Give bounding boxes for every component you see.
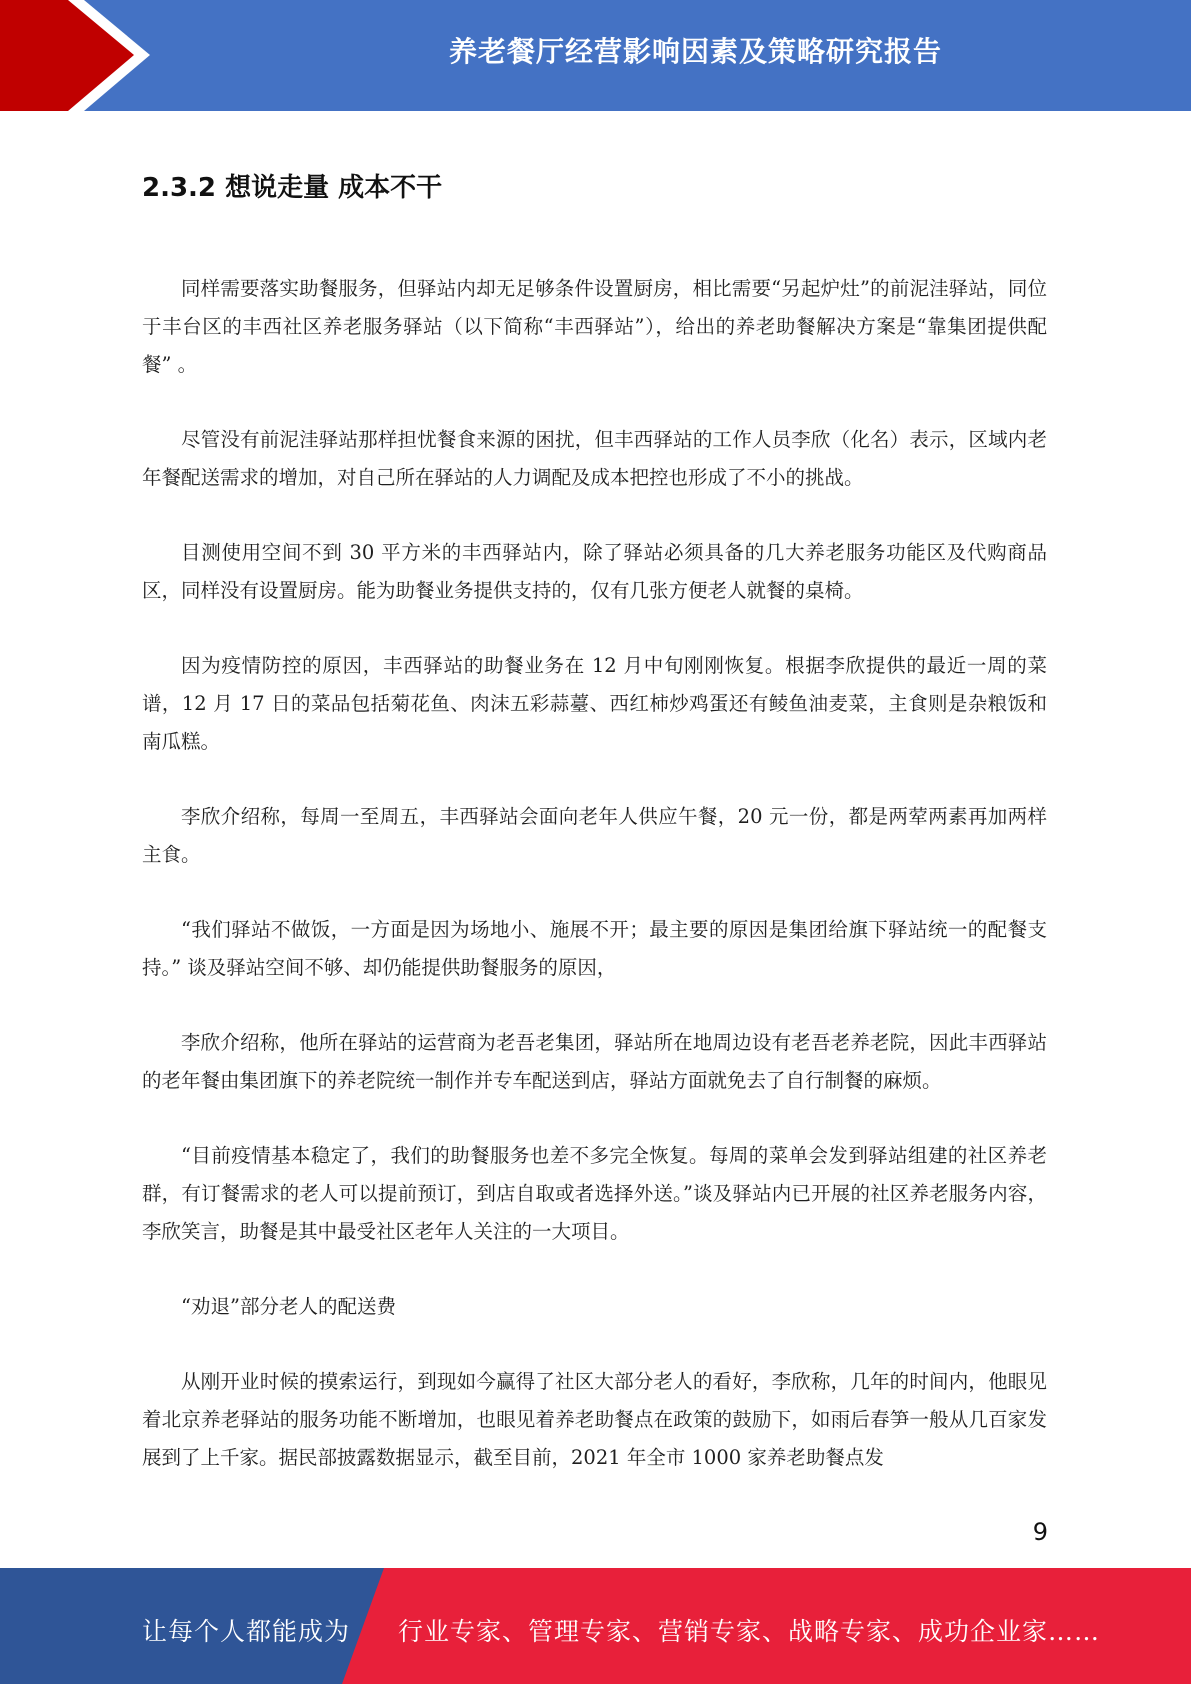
paragraph-2: 尽管没有前泥洼驿站那样担忧餐食来源的困扰，但丰西驿站的工作人员李欣（化名）表示，区域内老年餐配送需求的增加，对自己所在驿站的人力调配及成本把控也形成了不小的挑战。 bbox=[142, 428, 1047, 489]
report-title: 养老餐厅经营影响因素及策略研究报告 bbox=[448, 35, 942, 68]
page-header bbox=[0, 0, 1191, 111]
header-chevron-graphic bbox=[0, 0, 200, 111]
footer-slogan-right: 行业专家、管理专家、营销专家、战略专家、成功企业家…… bbox=[398, 1617, 1101, 1646]
paragraph-4: 因为疫情防控的原因，丰西驿站的助餐业务在 12 月中旬刚刚恢复。根据李欣提供的最近一周的菜谱，12 月 17 日的菜品包括菊花鱼、肉沫五彩蒜薹、西红柿炒鸡蛋还有鲮鱼油麦菜，主食则是杂粮饭和南瓜糕。 bbox=[142, 654, 1047, 753]
paragraph-3: 目测使用空间不到 30 平方米的丰西驿站内，除了驿站必须具备的几大养老服务功能区及代购商品区，同样没有设置厨房。能为助餐业务提供支持的，仅有几张方便老人就餐的桌椅。 bbox=[142, 541, 1047, 602]
paragraph-1: 同样需要落实助餐服务，但驿站内却无足够条件设置厨房，相比需要“另起炉灶”的前泥洼驿站，同位于丰台区的丰西社区养老服务驿站（以下简称“丰西驿站”），给出的养老助餐解决方案是“靠集团提供配餐” 。 bbox=[142, 277, 1047, 376]
subheading-delivery-fee: “劝退”部分老人的配送费 bbox=[181, 1295, 396, 1318]
paragraph-8: “目前疫情基本稳定了，我们的助餐服务也差不多完全恢复。每周的菜单会发到驿站组建的社区养老群，有订餐需求的老人可以提前预订，到店自取或者选择外送。”谈及驿站内已开展的社区养老服务内容，李欣笑言，助餐是其中最受社区老年人关注的一大项目。 bbox=[142, 1144, 1047, 1243]
paragraph-5: 李欣介绍称，每周一至周五，丰西驿站会面向老年人供应午餐，20 元一份，都是两荤两素再加两样主食。 bbox=[142, 805, 1047, 866]
paragraph-7: 李欣介绍称，他所在驿站的运营商为老吾老集团，驿站所在地周边设有老吾老养老院，因此丰西驿站的老年餐由集团旗下的养老院统一制作并专车配送到店，驿站方面就免去了自行制餐的麻烦。 bbox=[142, 1031, 1047, 1092]
section-heading: 2.3.2 想说走量 成本不干 bbox=[142, 173, 443, 203]
paragraph-6: “我们驿站不做饭，一方面是因为场地小、施展不开；最主要的原因是集团给旗下驿站统一的配餐支持。” 谈及驿站空间不够、却仍能提供助餐服务的原因， bbox=[142, 918, 1047, 979]
main-content bbox=[142, 168, 1047, 1514]
page-footer bbox=[0, 1568, 1191, 1684]
paragraph-9: 从刚开业时候的摸索运行，到现如今赢得了社区大部分老人的看好，李欣称，几年的时间内，他眼见着北京养老驿站的服务功能不断增加，也眼见着养老助餐点在政策的鼓励下，如雨后春笋一般从几百家发展到了上千家。据民部披露数据显示，截至目前，2021 年全市 1000 家养老助餐点发 bbox=[142, 1370, 1047, 1469]
footer-slogan-left: 让每个人都能成为 bbox=[142, 1617, 351, 1646]
page-number: 9 bbox=[1032, 1518, 1048, 1546]
